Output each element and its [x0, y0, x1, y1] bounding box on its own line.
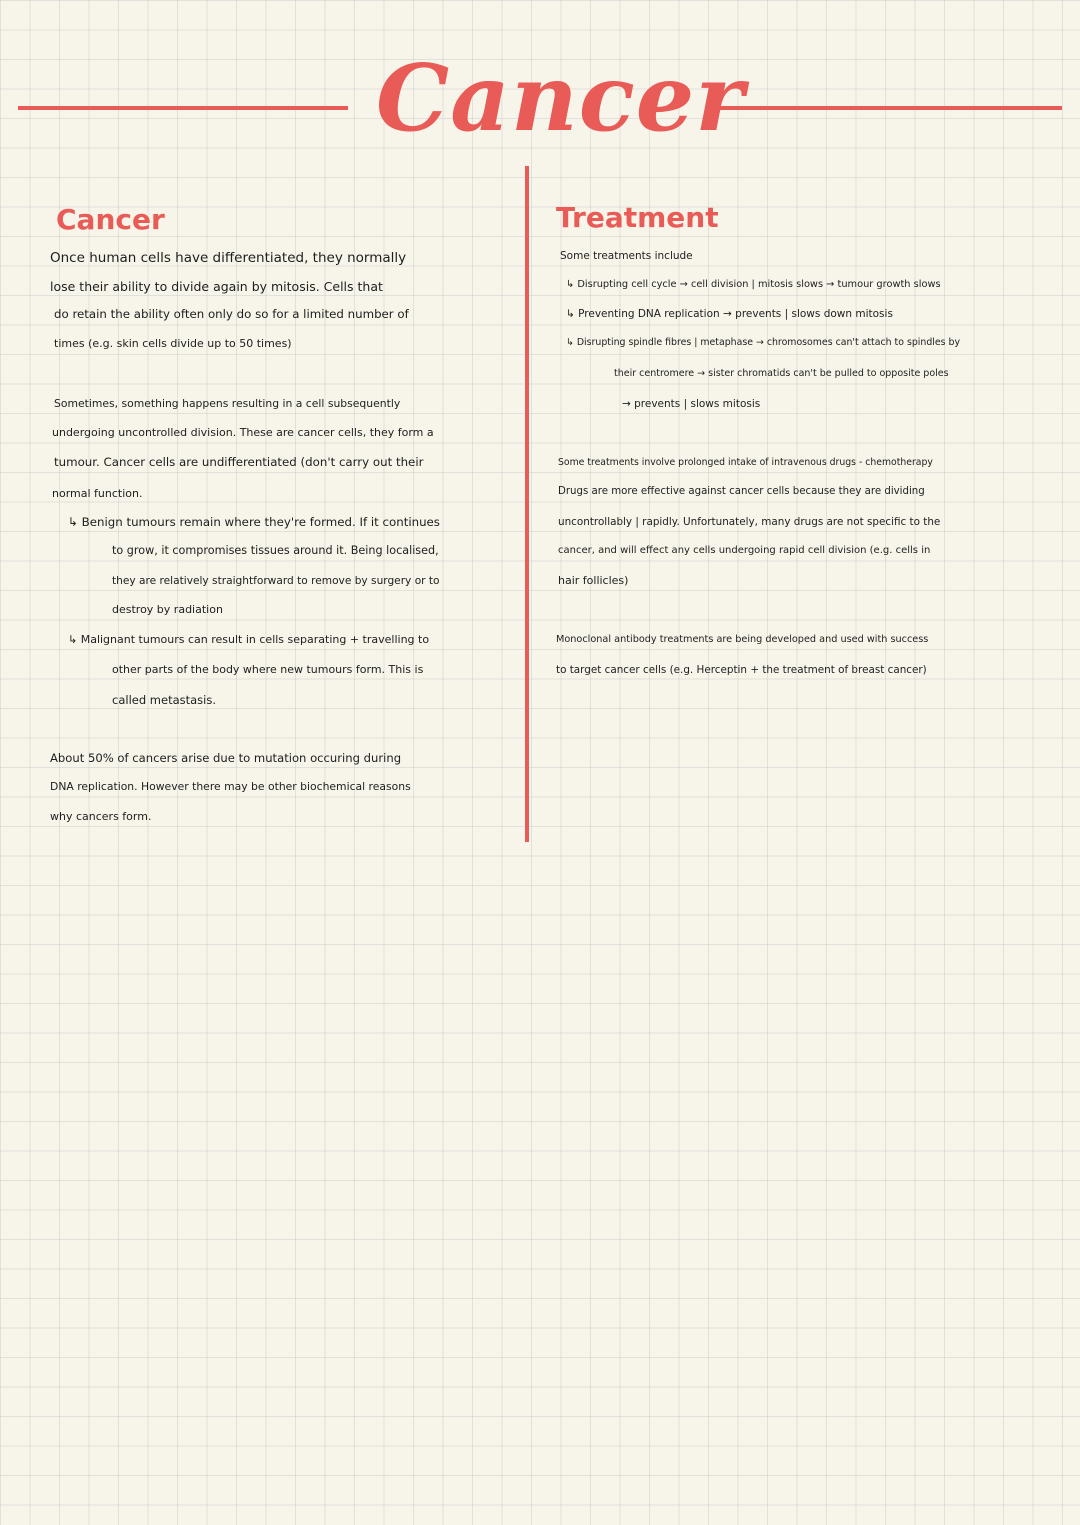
text-line: undergoing uncontrolled division. These are cancer cells, they form a — [52, 426, 434, 439]
list-item: ↳ Preventing DNA replication → prevents | slows down mitosis — [566, 308, 893, 320]
list-item: ↳ Malignant tumours can result in cells separating + travelling to — [68, 633, 430, 646]
list-item: ↳ Benign tumours remain where they're formed. If it continues — [68, 515, 440, 529]
section-heading-cancer: Cancer — [56, 203, 165, 236]
text-line: lose their ability to divide again by mitosis. Cells that — [50, 279, 383, 294]
text-line: hair follicles) — [558, 574, 629, 587]
text-line: uncontrollably | rapidly. Unfortunately, many drugs are not specific to the — [558, 516, 941, 528]
column-divider — [525, 166, 529, 842]
section-heading-treatment: Treatment — [556, 201, 719, 234]
text-line: to grow, it compromises tissues around it. Being localised, — [112, 544, 439, 557]
header-rule-right — [706, 106, 1062, 110]
text-line: cancer, and will effect any cells undergoing rapid cell division (e.g. cells in — [558, 545, 931, 556]
text-line: Once human cells have differentiated, they normally — [50, 250, 407, 266]
text-line: times (e.g. skin cells divide up to 50 times) — [54, 337, 292, 350]
page-title: Cancer — [376, 44, 745, 152]
text-line: Some treatments involve prolonged intake of intravenous drugs - chemotherapy — [558, 457, 933, 468]
text-line: normal function. — [52, 487, 143, 500]
text-line: their centromere → sister chromatids can't be pulled to opposite poles — [614, 368, 949, 379]
header-rule-left — [18, 106, 348, 110]
text-line: called metastasis. — [112, 693, 217, 707]
text-line: they are relatively straightforward to remove by surgery or to — [112, 575, 440, 587]
text-line: DNA replication. However there may be other biochemical reasons — [50, 780, 411, 793]
text-line: destroy by radiation — [112, 603, 223, 616]
text-line: why cancers form. — [50, 810, 152, 823]
text-line: Monoclonal antibody treatments are being developed and used with success — [556, 634, 929, 645]
text-line: tumour. Cancer cells are undifferentiated (don't carry out their — [54, 455, 424, 469]
text-line: other parts of the body where new tumours form. This is — [112, 663, 424, 676]
text-line: → prevents | slows mitosis — [622, 398, 761, 410]
list-item: ↳ Disrupting cell cycle → cell division | mitosis slows → tumour growth slows — [566, 279, 941, 290]
list-item: ↳ Disrupting spindle fibres | metaphase → chromosomes can't attach to spindles by — [566, 337, 961, 348]
text-line: Drugs are more effective against cancer cells because they are dividing — [558, 486, 925, 497]
text-line: to target cancer cells (e.g. Herceptin + the treatment of breast cancer) — [556, 664, 927, 676]
text-line: do retain the ability often only do so for a limited number of — [54, 307, 409, 321]
text-line: Some treatments include — [560, 250, 693, 262]
text-line: About 50% of cancers arise due to mutation occuring during — [50, 751, 402, 765]
text-line: Sometimes, something happens resulting in a cell subsequently — [54, 397, 401, 410]
